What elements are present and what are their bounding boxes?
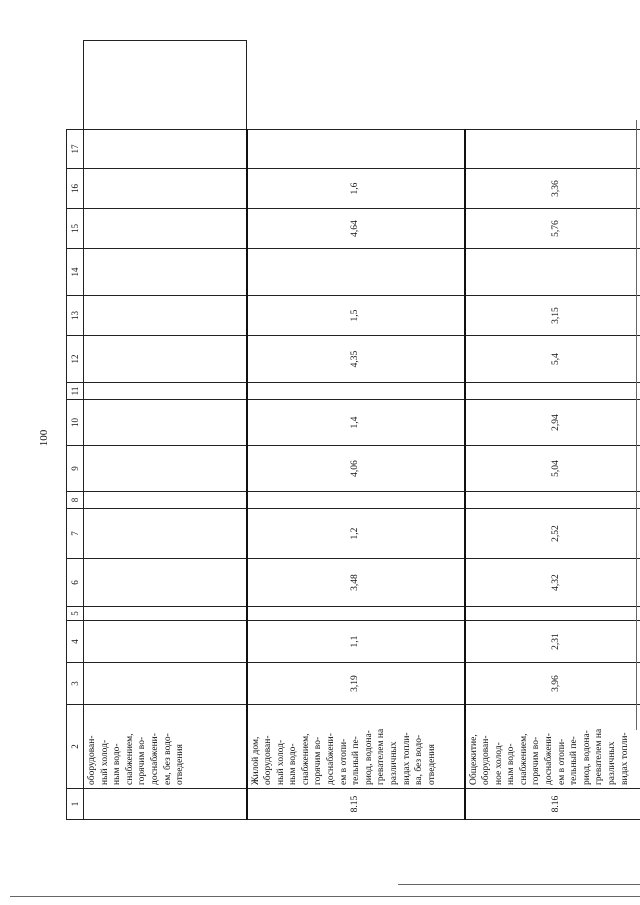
header-cell: 15 <box>67 209 84 249</box>
description-line: тельный пе- <box>351 736 362 785</box>
description-line: ным водо- <box>506 743 517 785</box>
header-cell: 4 <box>67 621 84 663</box>
table-row <box>465 41 640 820</box>
page-number: 100 <box>38 429 50 447</box>
value-cell <box>84 249 247 296</box>
description-line: ем в отопи- <box>556 738 567 785</box>
value-cell: 1,1 <box>247 621 465 663</box>
header-cell: 9 <box>67 446 84 492</box>
value-cell <box>84 400 247 446</box>
position-number-cell: 8.15 <box>247 789 465 820</box>
description-line: различных <box>607 741 618 785</box>
value-cell: 4,64 <box>247 209 465 249</box>
position-number-cell: 8.16 <box>465 789 640 820</box>
value-cell <box>84 296 247 336</box>
value-cell: 1,5 <box>247 296 465 336</box>
value-cell: 2,52 <box>465 509 640 559</box>
header-cell: 16 <box>67 169 84 209</box>
header-cell: 17 <box>67 130 84 169</box>
header-row <box>67 41 84 820</box>
description-line: гревателем на <box>376 728 387 785</box>
table-row <box>84 41 247 820</box>
description-line: горячим во- <box>531 736 542 785</box>
description-line: отведения <box>175 744 186 785</box>
value-cell: 4,35 <box>247 336 465 383</box>
header-cell: 10 <box>67 400 84 446</box>
description-line: оборудован- <box>87 735 97 785</box>
value-cell <box>247 607 465 621</box>
description-line: оборудован- <box>481 735 492 785</box>
value-cell <box>247 492 465 509</box>
description-line: ва, без водо- <box>414 734 425 785</box>
header-cell: 13 <box>67 296 84 336</box>
header-cell: 7 <box>67 509 84 559</box>
description-line: снабжением, <box>518 733 529 785</box>
value-cell: 3,48 <box>247 559 465 607</box>
value-cell: 5,76 <box>465 209 640 249</box>
header-cell: 14 <box>67 249 84 296</box>
value-cell <box>84 169 247 209</box>
value-cell: 2,31 <box>465 621 640 663</box>
tariff-table-rotated <box>66 40 640 820</box>
value-cell <box>84 621 247 663</box>
description-line: снабжением, <box>124 733 135 785</box>
description-line: доснабжени- <box>149 733 160 785</box>
value-cell: 3,96 <box>465 663 640 705</box>
value-cell: 4,32 <box>465 559 640 607</box>
value-cell: 1,6 <box>247 169 465 209</box>
value-cell <box>84 607 247 621</box>
value-cell <box>465 492 640 509</box>
description-cell <box>465 705 640 789</box>
value-cell <box>465 607 640 621</box>
description-line: доснабжени- <box>326 733 337 785</box>
value-cell <box>465 130 640 169</box>
description-line: доснабжени- <box>544 733 555 785</box>
description-line: ное холод- <box>493 742 504 785</box>
description-line: горячим во- <box>137 736 148 785</box>
value-cell <box>84 509 247 559</box>
value-cell <box>465 249 640 296</box>
header-cell: 6 <box>67 559 84 607</box>
description-line: Жилой дом, <box>250 736 261 785</box>
header-cell: 5 <box>67 607 84 621</box>
value-cell <box>247 249 465 296</box>
value-cell <box>84 209 247 249</box>
description-line: видах топли- <box>401 732 412 785</box>
value-cell: 5,04 <box>465 446 640 492</box>
bottom-rule <box>398 884 640 885</box>
value-cell <box>84 492 247 509</box>
position-number-cell <box>84 789 247 820</box>
description-cell <box>84 705 247 789</box>
description-line: Общежитие, <box>468 734 479 785</box>
header-cell: 11 <box>67 383 84 400</box>
value-cell <box>84 336 247 383</box>
description-line: ный холод- <box>99 739 110 785</box>
header-cell: 12 <box>67 336 84 383</box>
table-row <box>247 41 465 820</box>
value-cell <box>247 130 465 169</box>
value-cell: 1,4 <box>247 400 465 446</box>
value-cell <box>84 383 247 400</box>
description-line: тельный пе- <box>569 736 580 785</box>
description-line: различных <box>389 741 400 785</box>
description-line: горячим во- <box>313 736 324 785</box>
description-line: ным водо- <box>112 743 123 785</box>
description-cell <box>247 705 465 789</box>
header-cell: 1 <box>67 789 84 820</box>
value-cell <box>84 559 247 607</box>
description-line: видах топли- <box>619 732 630 785</box>
value-cell <box>247 383 465 400</box>
right-edge-rule <box>636 120 637 730</box>
description-line: ный холод- <box>275 739 286 785</box>
description-line: ем в отопи- <box>338 738 349 785</box>
value-cell <box>84 663 247 705</box>
description-line: снабжением, <box>300 733 311 785</box>
value-cell: 1,2 <box>247 509 465 559</box>
tariff-table <box>66 40 640 820</box>
table-body <box>67 41 640 820</box>
value-cell: 3,19 <box>247 663 465 705</box>
description-line: ем, без водо- <box>162 733 173 785</box>
description-line: отведения <box>426 744 437 785</box>
description-line: гревателем на <box>594 728 605 785</box>
description-line: ным водо- <box>288 743 299 785</box>
header-cell: 3 <box>67 663 84 705</box>
value-cell <box>84 130 247 169</box>
value-cell <box>84 41 247 130</box>
value-cell: 5,4 <box>465 336 640 383</box>
bottom-rule <box>10 896 640 897</box>
description-line: оборудован- <box>263 735 274 785</box>
value-cell <box>465 383 640 400</box>
header-cell: 2 <box>67 705 84 789</box>
description-line: риод, водона- <box>363 730 374 785</box>
value-cell: 3,36 <box>465 169 640 209</box>
value-cell: 4,06 <box>247 446 465 492</box>
value-cell: 2,94 <box>465 400 640 446</box>
header-cell: 8 <box>67 492 84 509</box>
value-cell: 3,15 <box>465 296 640 336</box>
description-line: риод, водона- <box>581 730 592 785</box>
value-cell <box>84 446 247 492</box>
